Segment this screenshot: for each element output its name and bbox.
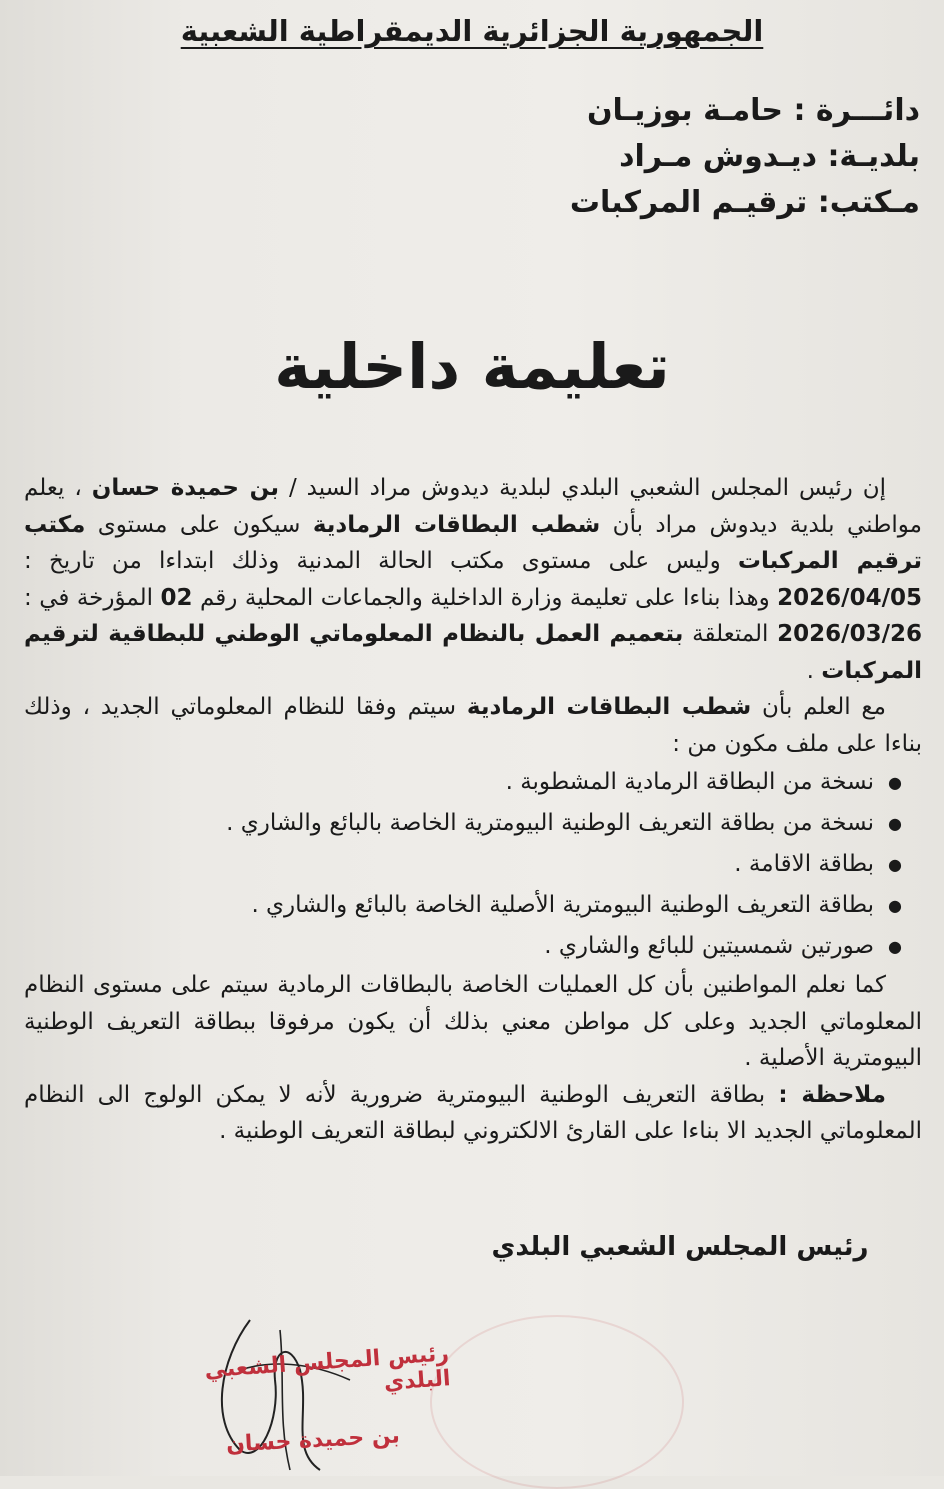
official-stamp — [140, 1340, 460, 1480]
office-line: مـكتب: ترقيـم المركبات — [569, 185, 920, 220]
paragraph-intro — [24, 470, 922, 689]
list-item: ● بطاقة الاقامة . — [24, 844, 874, 885]
text-run: المؤرخة في : — [24, 584, 161, 611]
text-run: . — [806, 657, 822, 684]
note-text: بطاقة التعريف الوطنية البيومترية ضرورية لأنه لا يمكن الولوج الى النظام المعلوماتي الجديد الا بناءا على القارئ الالكتروني لبطاقة التعريف الوطنية . — [24, 1081, 922, 1144]
required-documents-list — [24, 762, 922, 967]
administrative-block — [570, 88, 920, 226]
text-run: مع العلم بأن — [751, 694, 886, 720]
round-seal — [430, 1315, 684, 1489]
bold-run: مكتب ترقيم المركبات — [24, 511, 922, 574]
text-run: إن رئيس المجلس الشعبي البلدي لبلدية ديدوش مراد السيد / — [278, 475, 886, 501]
list-item: ● نسخة من بطاقة التعريف الوطنية البيومترية الخاصة بالبائع والشاري . — [24, 803, 874, 844]
start-date: 2026/04/05 — [777, 584, 922, 611]
paragraph-notice: كما نعلم المواطنين بأن كل العمليات الخاصة بالبطاقات الرمادية سيتم على مستوى النظام المعلوماتي الجديد وعلى كل مواطن معني بذلك أن يكون مرفوقا ببطاقة التعريف الوطنية البيومترية الأصلية . — [24, 972, 922, 1071]
stamp-title: رئيس المجلس الشعبي البلدي — [203, 1341, 452, 1396]
text-run: وهذا بناءا على تعليمة وزارة الداخلية والجماعات المحلية رقم — [192, 584, 778, 611]
paragraph-file — [24, 689, 922, 762]
bold-run: بتعميم العمل بالنظام المعلوماتي الوطني للبطاقية لترقيم المركبات — [24, 621, 922, 684]
text-run: سيكون على مستوى — [85, 511, 313, 538]
signatory-title: رئيس المجلس الشعبي البلدي — [491, 1232, 869, 1262]
paragraph-note — [24, 1077, 922, 1150]
stamp-name: بن حميدة حسان — [225, 1423, 401, 1458]
bold-run: شطب البطاقات الرمادية — [466, 694, 752, 720]
instruction-number: 02 — [160, 584, 193, 611]
bold-run: شطب البطاقات الرمادية — [312, 511, 601, 538]
list-item: ● صورتين شمسيتين للبائع والشاري . — [24, 926, 874, 967]
document-title: تعليمة داخلية — [274, 330, 670, 403]
republic-header: الجمهورية الجزائرية الديمقراطية الشعبية — [180, 14, 764, 48]
daira-line: دائـــرة : حامـة بوزيـان — [586, 93, 920, 128]
document-body — [24, 470, 922, 1150]
list-item: ● نسخة من البطاقة الرمادية المشطوبة . — [24, 762, 874, 803]
president-name: بن حميدة حسان — [91, 475, 279, 501]
instruction-date: 2026/03/26 — [777, 621, 922, 647]
text-run: ، يعلم مواطني بلدية ديدوش مراد بأن — [24, 475, 922, 538]
baladia-line: بلديـة: ديـدوش مـراد — [619, 139, 920, 174]
text-run: سيتم وفقا للنظام المعلوماتي الجديد ، وذلك بناءا على ملف مكون من : — [24, 694, 922, 757]
note-label: ملاحظة : — [778, 1081, 886, 1108]
list-item: ● بطاقة التعريف الوطنية البيومترية الأصلية الخاصة بالبائع والشاري . — [24, 885, 874, 926]
text-run: المتعلقة — [683, 621, 778, 647]
text-run: وليس على مستوى مكتب الحالة المدنية وذلك ابتداءا من تاريخ : — [24, 548, 738, 574]
